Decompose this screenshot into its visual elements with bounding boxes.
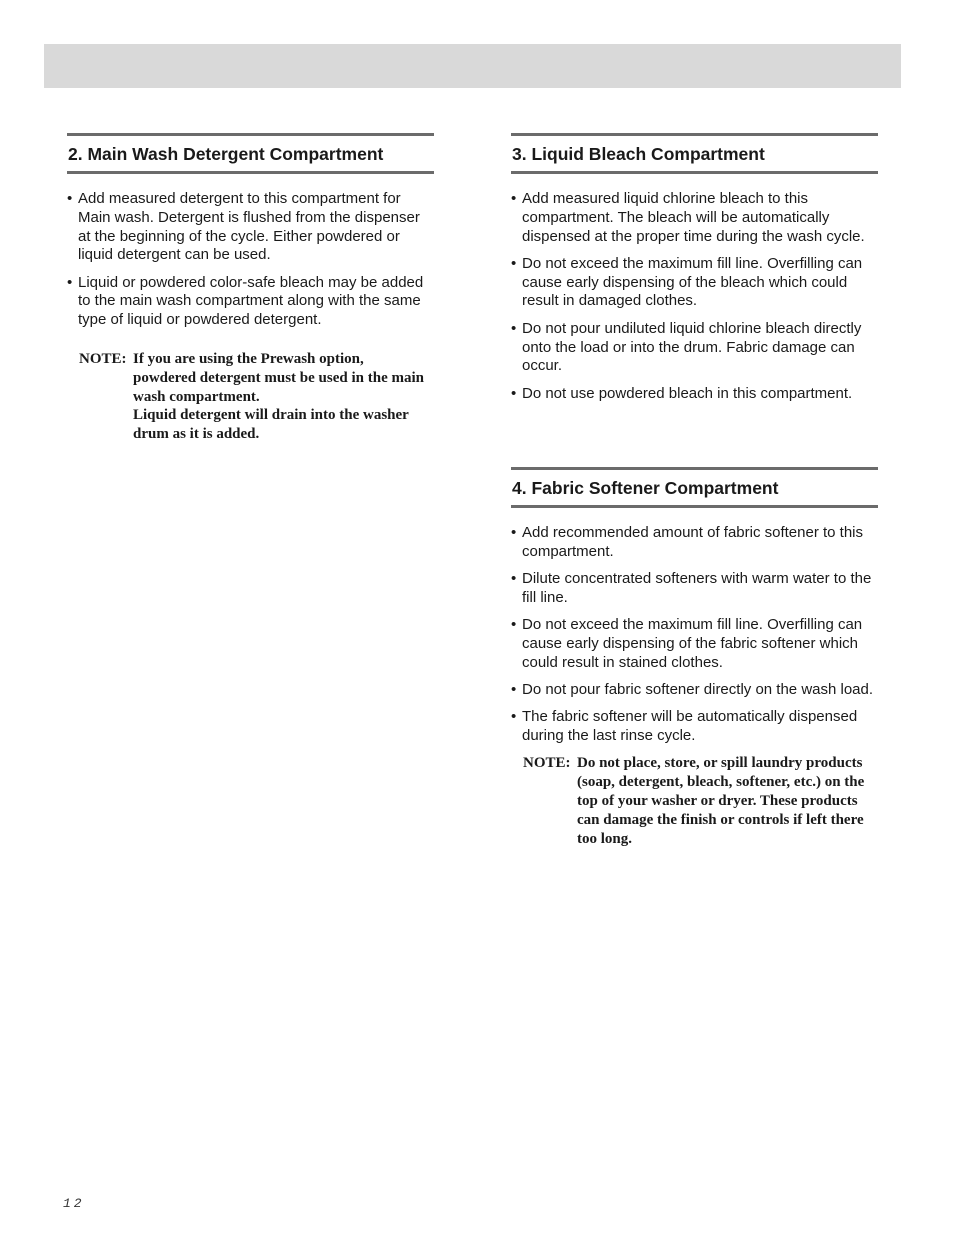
header-bar — [44, 44, 901, 88]
main-wash-section — [67, 133, 434, 444]
list-item: • Do not exceed the maximum fill line. Overfilling can cause early dispensing of the fabric softener which could result in stained clothes. — [511, 616, 878, 672]
note-label: NOTE: — [79, 351, 127, 368]
list-item: • Dilute concentrated softeners with warm water to the fill line. — [511, 570, 878, 608]
liquid-bleach-section — [511, 133, 878, 412]
list-item: • Do not pour fabric softener directly on the wash load. — [511, 681, 878, 700]
list-item: • Add measured detergent to this compartment for Main wash. Detergent is flushed from the dispenser at the beginning of the cycle. Either powdered or liquid detergent can be used. — [67, 190, 434, 265]
list-item: • Add measured liquid chlorine bleach to this compartment. The bleach will be automatically dispensed at the proper time during the wash cycle. — [511, 190, 878, 246]
page-number: 12 — [63, 1196, 85, 1211]
bullet-list — [67, 190, 434, 330]
note-text: If you are using the Prewash option, powdered detergent must be used in the main wash compartment. — [133, 351, 424, 405]
section-title: 4. Fabric Softener Compartment — [511, 467, 878, 508]
note-block — [523, 754, 879, 848]
list-item: • Liquid or powdered color-safe bleach may be added to the main wash compartment along with the same type of liquid or powdered detergent. — [67, 274, 434, 330]
list-item: • The fabric softener will be automatically dispensed during the last rinse cycle. — [511, 708, 878, 746]
fabric-softener-section — [511, 467, 878, 848]
note-block — [79, 350, 427, 444]
list-item: • Do not exceed the maximum fill line. Overfilling can cause early dispensing of the bleach which could result in damaged clothes. — [511, 255, 878, 311]
list-item: • Do not use powdered bleach in this compartment. — [511, 385, 878, 404]
list-item: • Do not pour undiluted liquid chlorine bleach directly onto the load or into the drum. Fabric damage can occur. — [511, 320, 878, 376]
section-title: 3. Liquid Bleach Compartment — [511, 133, 878, 174]
note-label: NOTE: — [523, 755, 571, 772]
bullet-list — [511, 190, 878, 403]
section-title: 2. Main Wash Detergent Compartment — [67, 133, 434, 174]
list-item: • Add recommended amount of fabric softener to this compartment. — [511, 524, 878, 562]
bullet-list — [511, 524, 878, 746]
note-text: Do not place, store, or spill laundry products (soap, detergent, bleach, softener, etc.) on the top of your washer or dryer. These products can damage the finish or controls if left there too long. — [577, 755, 865, 847]
note-text: Liquid detergent will drain into the washer drum as it is added. — [133, 407, 409, 443]
